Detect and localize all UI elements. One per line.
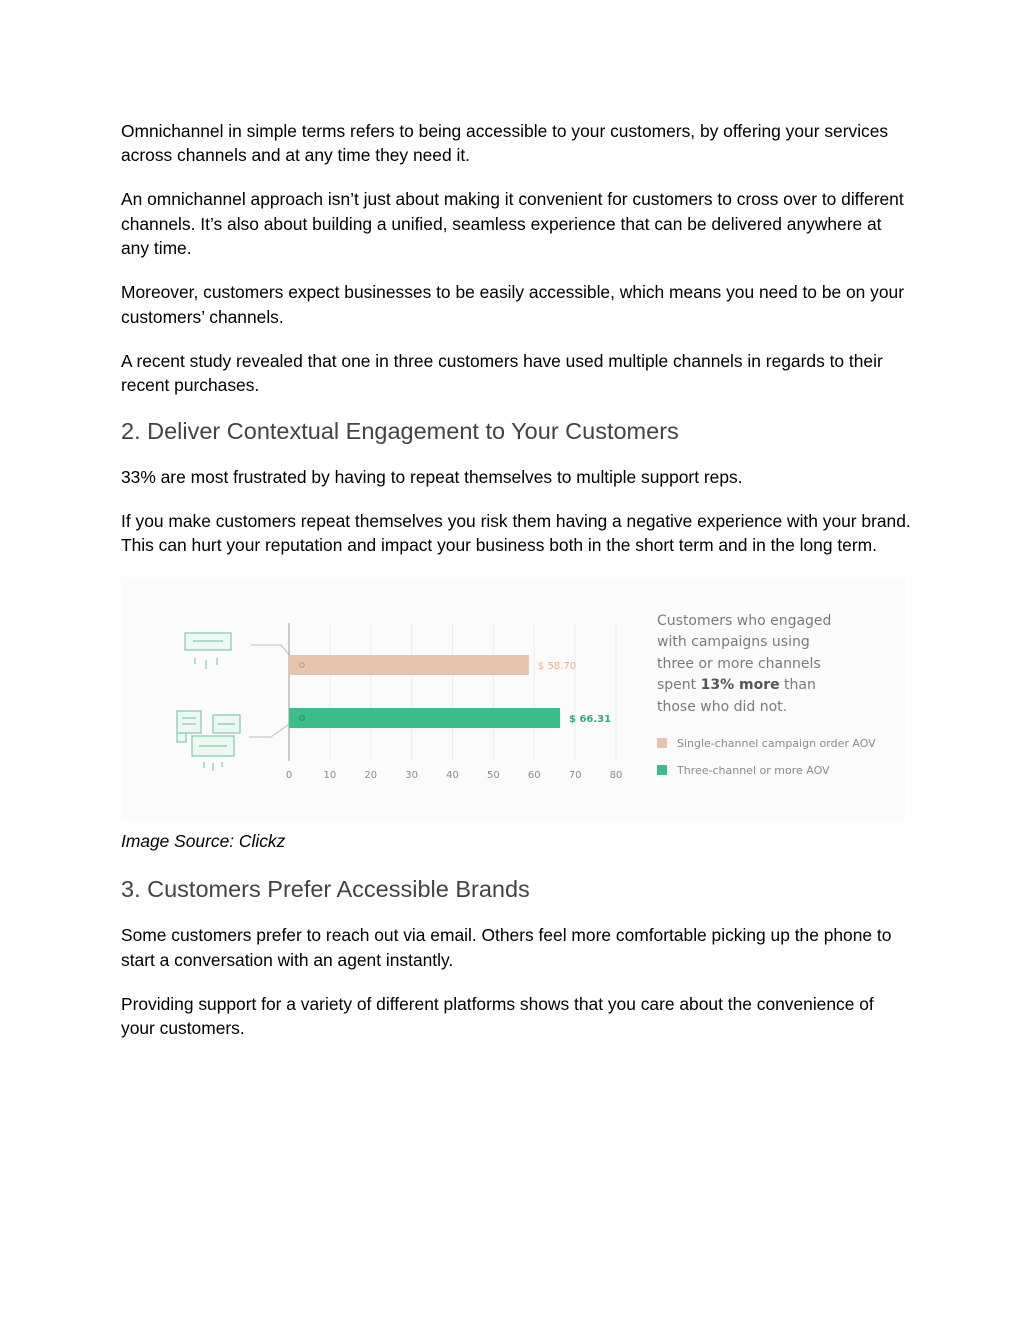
bar-chart [121,577,905,821]
paragraph: An omnichannel approach isn’t just about making it convenient for customers to cross over to different channels. It’s also about building a unified, seamless experience that can be delivered anywhere at any time. [121,189,904,259]
annotation-line: spent 13% more than [657,677,816,694]
chart-legend [657,737,876,777]
chart-x-axis [286,770,623,781]
paragraph: Providing support for a variety of different platforms shows that you care about the convenience of your customers. [121,993,874,1039]
legend-label: Three-channel or more AOV [677,764,830,778]
legend-swatch [657,738,667,748]
annotation-line: three or more channels [657,656,821,673]
chart-figure [121,577,905,821]
paragraph: 33% are most frustrated by having to repeat themselves to multiple support reps. [121,467,743,488]
document-body [121,119,911,1060]
x-tick-label: 70 [568,770,582,782]
legend-swatch [657,765,667,775]
bar-value-label: $ 66.31 [569,714,612,726]
x-tick-label: 20 [364,770,378,782]
x-tick-label: 30 [405,770,418,782]
legend-label: Single-channel campaign order AOV [677,737,876,751]
paragraph: Some customers prefer to reach out via email. Others feel more comfortable picking up the phone to start a conversation with an agent instantly. [121,925,892,970]
annotation-line: those who did not. [657,699,788,716]
chart-grid [289,623,616,761]
section-heading: 3. Customers Prefer Accessible Brands [121,876,530,903]
x-tick-label: 0 [285,770,293,782]
chart-bars [289,655,611,728]
x-tick-label: 50 [487,770,500,782]
paragraph: Moreover, customers expect businesses to be easily accessible, which means you need to be on your customers’ channels. [121,282,904,327]
x-tick-label: 40 [446,770,459,782]
x-tick-label: 10 [323,770,337,782]
section-heading: 2. Deliver Contextual Engagement to Your Customers [121,418,679,445]
annotation-line: Customers who engaged [657,613,832,630]
paragraph: A recent study revealed that one in three customers have used multiple channels in regards to their recent purchases. [121,350,883,396]
bar [289,708,560,728]
single-channel-icon [185,633,231,669]
annotation-line: with campaigns using [657,634,810,651]
paragraph: If you make customers repeat themselves you risk them having a negative experience with your brand. This can hurt your reputation and impact your business both in the short term and in the long term. [121,511,911,556]
chart-annotation [657,613,831,715]
image-caption: Image Source: Clickz [121,831,286,852]
multi-channel-icon [177,711,240,771]
x-tick-label: 60 [527,770,541,782]
x-tick-label: 80 [609,770,623,782]
bar [289,655,529,675]
bar-value-label: $ 58.70 [537,661,577,673]
paragraph: Omnichannel in simple terms refers to being accessible to your customers, by offering your services across channels and at any time they need it. [121,121,889,166]
